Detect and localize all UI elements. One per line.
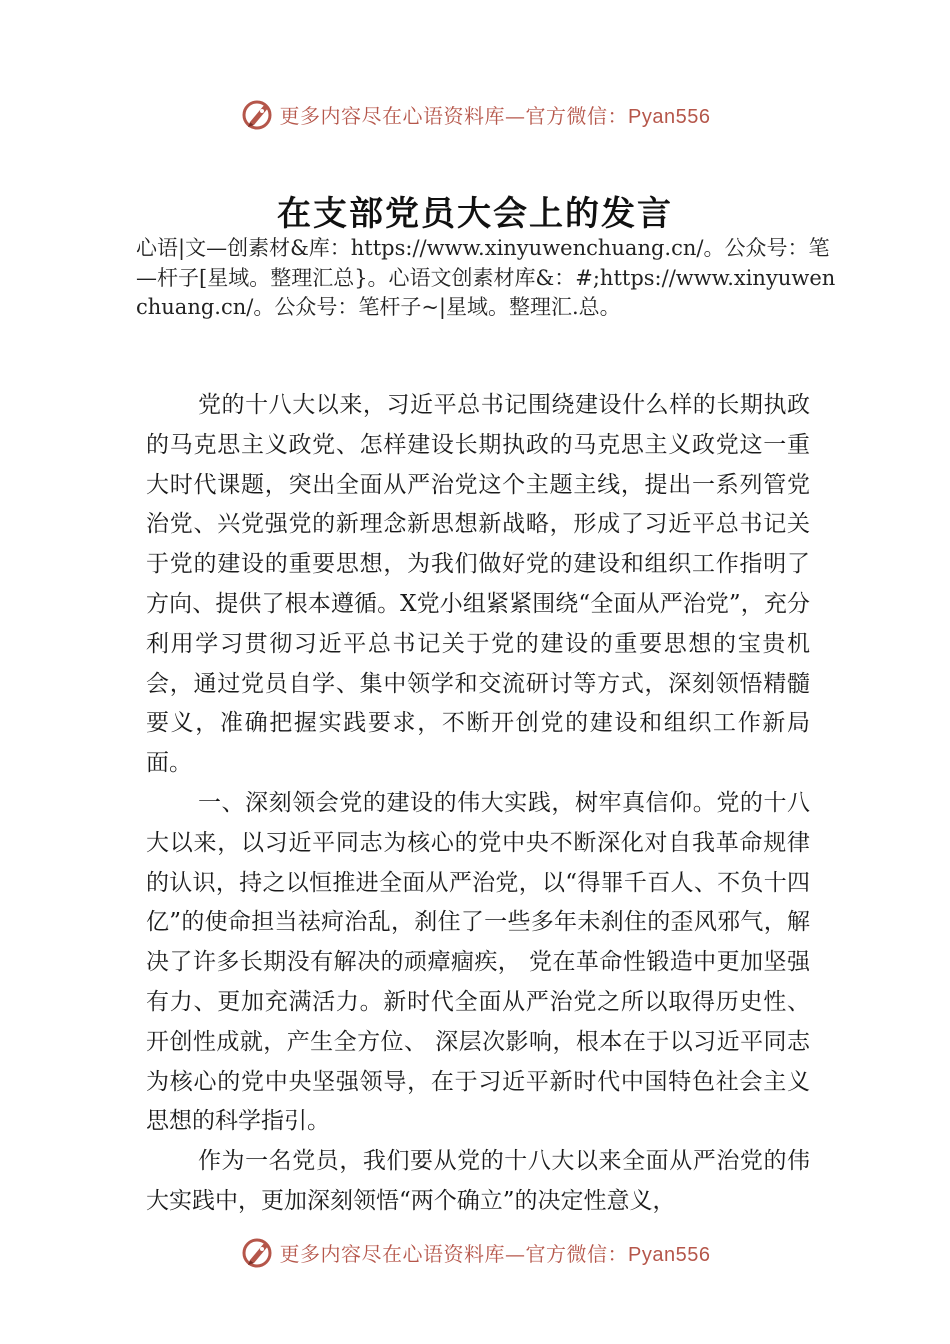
source-note: 心语|文—创素材&库：https://www.xinyuwenchuang.cn/。公众号：笔—杆子[星域。整理汇总}。心语文创素材库&：#;https://www.xinyuwenchuang.cn/。公众号：笔杆子~|星域。整理汇.总。: [136, 236, 836, 319]
footer-watermark-text: 更多内容尽在心语资料库—官方微信：Pyan556: [279, 1241, 711, 1266]
document-body: [146, 386, 810, 1222]
footer-watermark-banner: [0, 1232, 950, 1272]
footer-wechat-id: Pyan556: [628, 1243, 711, 1266]
body-paragraph-as-party-member: 作为一名党员，我们要从党的十八大以来全面从严治党的伟大实践中，更加深刻领悟“两个确立”的决定性意义，: [146, 1148, 810, 1214]
header-watermark-banner: [0, 94, 950, 134]
pen-logo-icon: [240, 1234, 276, 1270]
body-paragraph-section-one: 一、深刻领会党的建设的伟大实践，树牢真信仰。党的十八大以来，以习近平同志为核心的党中央不断深化对自我革命规律的认识，持之以恒推进全面从严治党，以“得罪千百人、不负十四亿”的使命担当祛疴治乱，刹住了一些多年未刹住的歪风邪气，解决了许多长期没有解决的顽瘴痼疾， 党在革命性锻造中更加坚强有力、更加充满活力。新时代全面从严治党之所以取得历史性、开创性成就，产生全方位、 深层次影响，根本在于以习近平同志为核心的党中央坚强领导，在于习近平新时代中国特色社会主义思想的科学指引。: [146, 789, 810, 1135]
body-paragraph-intro: 党的十八大以来，习近平总书记围绕建设什么样的长期执政的马克思主义政党、怎样建设长期执政的马克思主义政党这一重大时代课题，突出全面从严治党这个主题主线，提出一系列管党治党、兴党强党的新理念新思想新战略，形成了习近平总书记关于党的建设的重要思想，为我们做好党的建设和组织工作指明了方向、提供了根本遵循。X党小组紧紧围绕“全面从严治党”，充分利用学习贯彻习近平总书记关于党的建设的重要思想的宝贵机会，通过党员自学、集中领学和交流研讨等方式，深刻领悟精髓要义，准确把握实践要求，不断开创党的建设和组织工作新局面。: [146, 392, 810, 777]
document-title: 在支部党员大会上的发言: [277, 194, 673, 234]
header-watermark-text: 更多内容尽在心语资料库—官方微信：Pyan556: [279, 103, 711, 128]
header-wechat-id: Pyan556: [628, 105, 711, 128]
pen-logo-icon: [240, 96, 276, 132]
